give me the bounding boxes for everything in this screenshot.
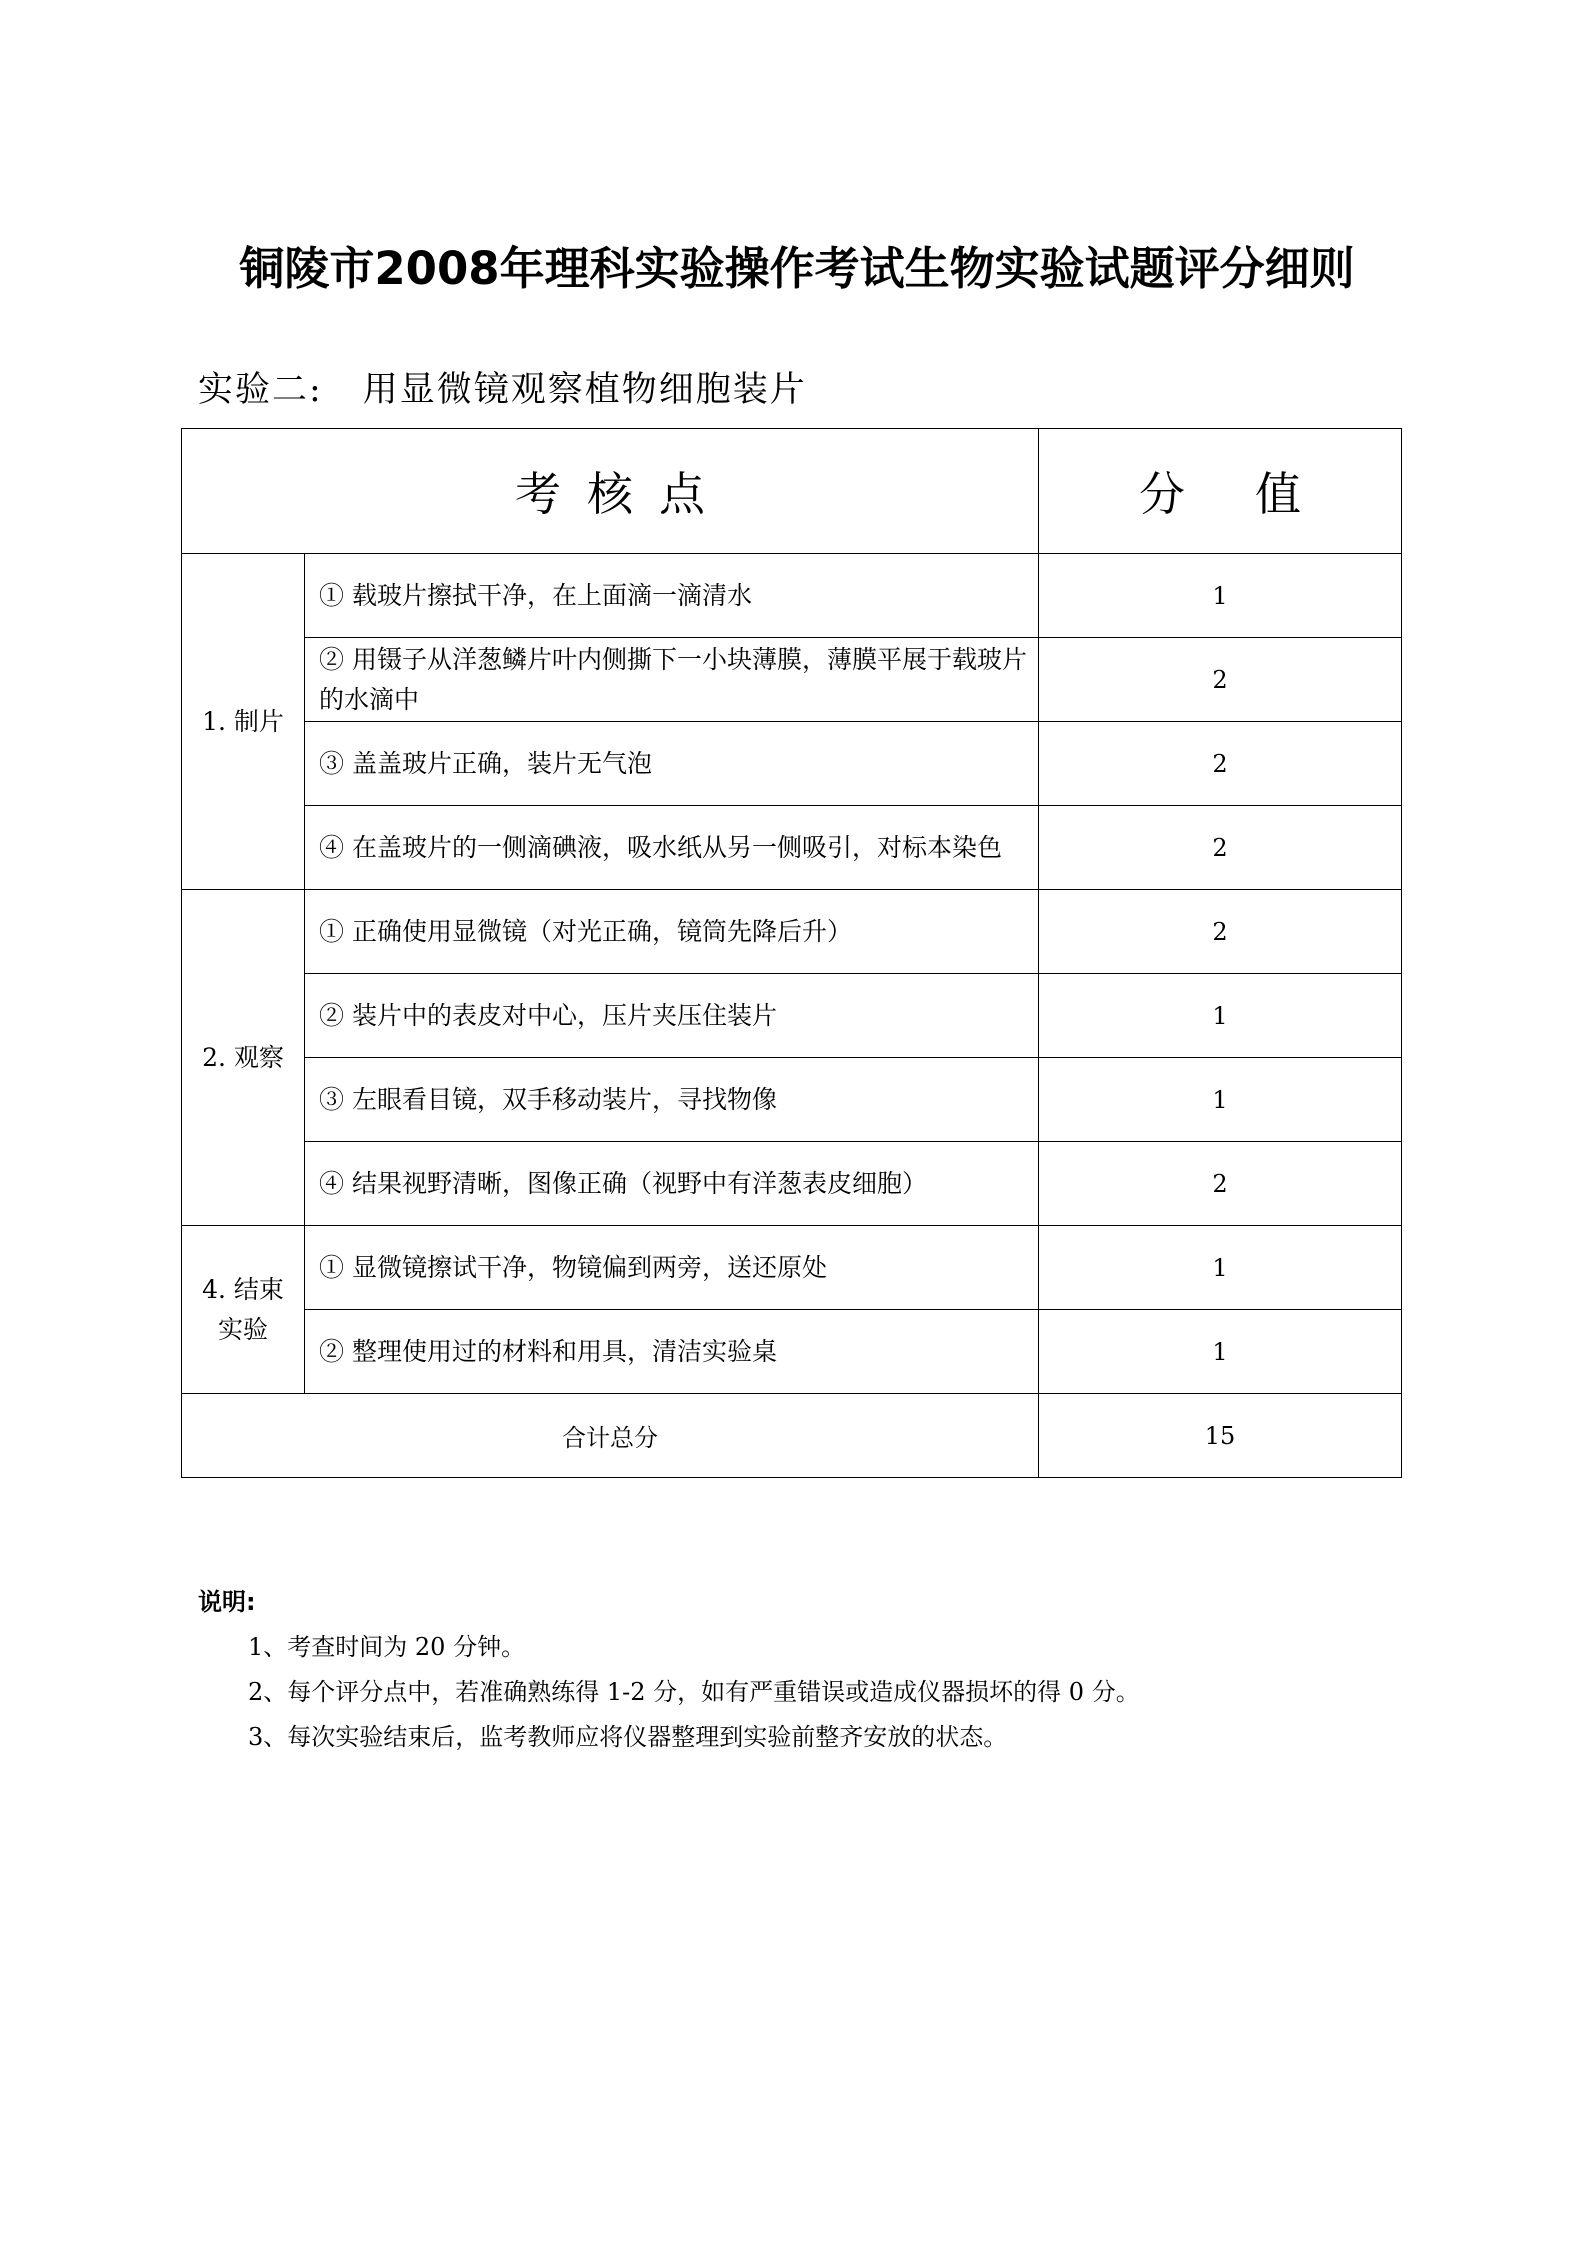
item-score: 2 bbox=[1039, 890, 1402, 974]
item-text: ③ 盖盖玻片正确，装片无气泡 bbox=[305, 722, 1039, 806]
item-score: 2 bbox=[1039, 806, 1402, 890]
header-score: 分值 bbox=[1039, 429, 1402, 554]
table-row bbox=[182, 890, 1402, 974]
group-cell: 2. 观察 bbox=[182, 890, 305, 1226]
table-row bbox=[182, 554, 1402, 638]
item-score: 1 bbox=[1039, 1058, 1402, 1142]
header-assessment-point: 考核点 bbox=[182, 429, 1039, 554]
total-row bbox=[182, 1394, 1402, 1478]
item-text: ① 显微镜擦试干净，物镜偏到两旁，送还原处 bbox=[305, 1226, 1039, 1310]
table-row bbox=[182, 722, 1402, 806]
item-score: 2 bbox=[1039, 722, 1402, 806]
item-score: 1 bbox=[1039, 974, 1402, 1058]
table-row bbox=[182, 1226, 1402, 1310]
item-text: ② 整理使用过的材料和用具，清洁实验桌 bbox=[305, 1310, 1039, 1394]
notes-section bbox=[198, 1580, 1140, 1760]
total-score: 15 bbox=[1039, 1394, 1402, 1478]
document-title: 铜陵市2008年理科实验操作考试生物实验试题评分细则 bbox=[239, 242, 1355, 295]
scoring-table bbox=[181, 428, 1402, 1478]
table-header-row bbox=[182, 429, 1402, 554]
item-score: 2 bbox=[1039, 1142, 1402, 1226]
item-score: 2 bbox=[1039, 638, 1402, 722]
note-item: 1、考查时间为 20 分钟。 bbox=[248, 1633, 526, 1661]
notes-heading: 说明: bbox=[198, 1588, 256, 1616]
note-item: 3、每次实验结束后，监考教师应将仪器整理到实验前整齐安放的状态。 bbox=[248, 1723, 1008, 1751]
item-text: ② 用镊子从洋葱鳞片叶内侧撕下一小块薄膜，薄膜平展于载玻片的水滴中 bbox=[305, 638, 1039, 722]
table-row bbox=[182, 1142, 1402, 1226]
item-score: 1 bbox=[1039, 1310, 1402, 1394]
group-cell: 1. 制片 bbox=[182, 554, 305, 890]
item-text: ① 正确使用显微镜（对光正确，镜筒先降后升） bbox=[305, 890, 1039, 974]
experiment-label: 实验二: bbox=[198, 370, 323, 410]
total-label: 合计总分 bbox=[182, 1394, 1039, 1478]
item-score: 1 bbox=[1039, 1226, 1402, 1310]
note-item: 2、每个评分点中，若准确熟练得 1-2 分，如有严重错误或造成仪器损坏的得 0 分。 bbox=[248, 1678, 1140, 1706]
item-score: 1 bbox=[1039, 554, 1402, 638]
item-text: ④ 在盖玻片的一侧滴碘液，吸水纸从另一侧吸引，对标本染色 bbox=[305, 806, 1039, 890]
table-row bbox=[182, 1058, 1402, 1142]
item-text: ④ 结果视野清晰，图像正确（视野中有洋葱表皮细胞） bbox=[305, 1142, 1039, 1226]
table-row bbox=[182, 638, 1402, 722]
item-text: ① 载玻片擦拭干净，在上面滴一滴清水 bbox=[305, 554, 1039, 638]
item-text: ② 装片中的表皮对中心，压片夹压住装片 bbox=[305, 974, 1039, 1058]
group-cell: 4. 结束 实验 bbox=[182, 1226, 305, 1394]
item-text: ③ 左眼看目镜，双手移动装片，寻找物像 bbox=[305, 1058, 1039, 1142]
experiment-name: 用显微镜观察植物细胞装片 bbox=[362, 370, 807, 410]
table-row bbox=[182, 1310, 1402, 1394]
table-row bbox=[182, 974, 1402, 1058]
table-row bbox=[182, 806, 1402, 890]
experiment-subtitle bbox=[198, 362, 807, 412]
